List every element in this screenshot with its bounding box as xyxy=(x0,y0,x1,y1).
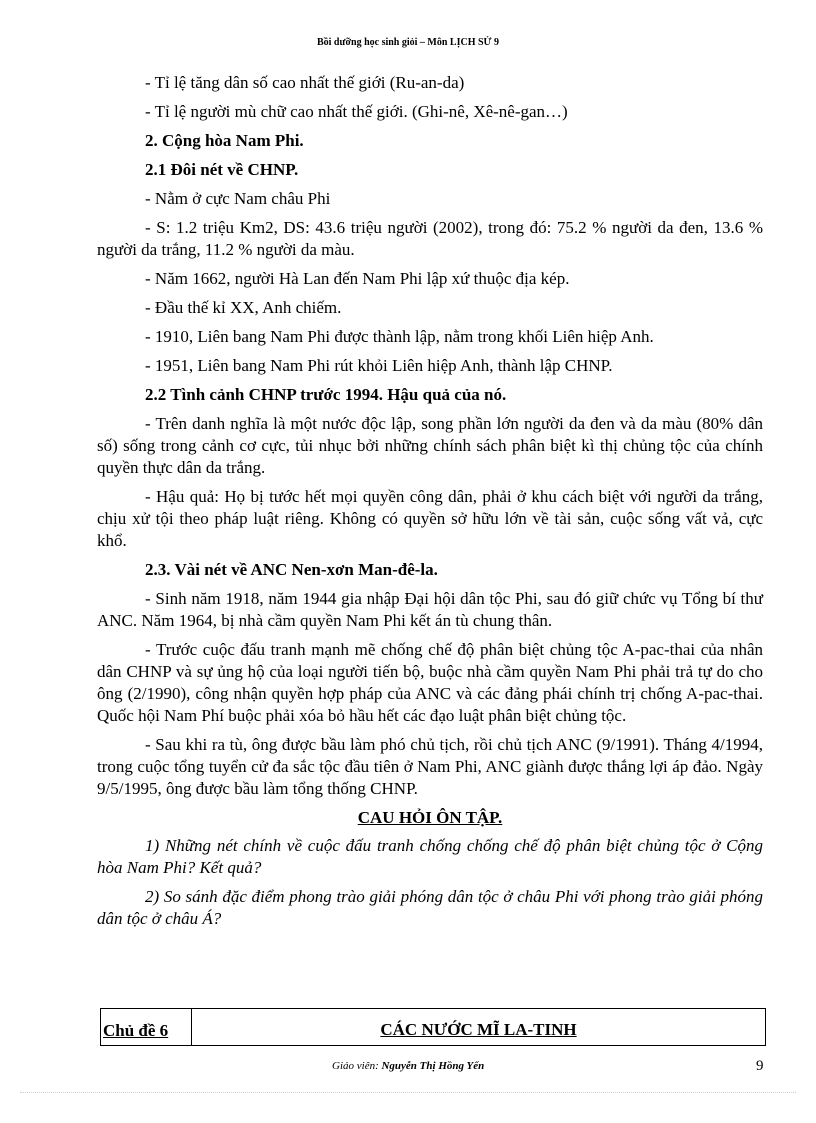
paragraph: - Tỉ lệ người mù chữ cao nhất thế giới. (Ghi-nê, Xê-nê-gan…) xyxy=(145,102,568,121)
subsection-heading: 2.2 Tình cảnh CHNP trước 1994. Hậu quả của nó. xyxy=(145,385,507,404)
subsection-heading: 2.3. Vài nét về ANC Nen-xơn Man-đê-la. xyxy=(145,560,438,579)
paragraph: - Hậu quả: Họ bị tước hết mọi quyền công dân, phải ở khu cách biệt với người da trắng, chịu xử tội theo pháp luật riêng. Không có quyền sở hữu lớn về tài sản, cuộc sống vất vả, cực khổ. xyxy=(97,487,763,550)
paragraph: - S: 1.2 triệu Km2, DS: 43.6 triệu người (2002), trong đó: 75.2 % người da đen, 13.6 % người da trắng, 11.2 % người da màu. xyxy=(97,218,763,259)
paragraph: - Trên danh nghĩa là một nước độc lập, song phần lớn người da đen và da màu (80% dân số) sống trong cảnh cơ cực, tủi nhục bởi những chính sách phân biệt kì thị chủng tộc của chính quyền thực dân da trắng. xyxy=(97,414,763,477)
review-question: 1) Những nét chính về cuộc đấu tranh chống chống chế độ phân biệt chủng tộc ở Cộng hòa Nam Phi? Kết quả? xyxy=(97,836,763,877)
paragraph: - Sinh năm 1918, năm 1944 gia nhập Đại hội dân tộc Phi, sau đó giữ chức vụ Tổng bí thư ANC. Năm 1964, bị nhà cầm quyền Nam Phi kết án tù chung thân. xyxy=(97,589,763,630)
review-question: 2) So sánh đặc điểm phong trào giải phóng dân tộc ở châu Phi với phong trào giải phóng dân tộc ở châu Á? xyxy=(97,887,763,928)
teacher-name: Nguyễn Thị Hồng Yến xyxy=(381,1060,485,1072)
paragraph: - 1951, Liên bang Nam Phi rút khỏi Liên hiệp Anh, thành lập CHNP. xyxy=(145,356,613,375)
section-heading: 2. Cộng hòa Nam Phi. xyxy=(145,131,304,150)
paragraph: - Nằm ở cực Nam châu Phi xyxy=(145,189,331,208)
review-title: CAU HỎI ÔN TẬP. xyxy=(357,808,503,827)
paragraph: - Đầu thế kỉ XX, Anh chiếm. xyxy=(145,298,342,317)
document-body xyxy=(97,72,763,937)
teacher-credit xyxy=(332,1060,484,1072)
paragraph: - Tỉ lệ tăng dân số cao nhất thế giới (Ru-an-da) xyxy=(145,73,465,92)
paragraph: - Năm 1662, người Hà Lan đến Nam Phi lập xứ thuộc địa kép. xyxy=(145,269,570,288)
teacher-label: Giáo viên: xyxy=(332,1060,379,1072)
subsection-heading: 2.1 Đôi nét về CHNP. xyxy=(145,160,299,179)
topic-title: CÁC NƯỚC MĨ LA-TINH xyxy=(380,1020,577,1039)
page-number: 9 xyxy=(756,1058,764,1074)
paragraph: - Sau khi ra tù, ông được bầu làm phó chủ tịch, rồi chủ tịch ANC (9/1991). Tháng 4/1994, trong cuộc tổng tuyển cử đa sắc tộc đầu tiên ở Nam Phi, ANC giành được thắng lợi áp đảo. Ngày 9/5/1995, ông được bầu làm tổng thống CHNP. xyxy=(97,735,763,798)
page-header: Bồi dưỡng học sinh giỏi – Môn LỊCH SỬ 9 xyxy=(316,37,500,48)
paragraph: - Trước cuộc đấu tranh mạnh mẽ chống chế độ phân biệt chủng tộc A-pac-thai của nhân dân CHNP và sự ủng hộ của loại người tiến bộ, buộc nhà cầm quyền Nam Phi phải trả tự do cho ông (2/1990), công nhận quyền hợp pháp của ANC và các đảng phái chính trị chống A-pac-thai. Quốc hội Nam Phí buộc phải xóa bỏ hầu hết các đạo luật phân biệt chủng tộc. xyxy=(97,640,763,725)
page-divider xyxy=(20,1092,796,1093)
topic-label: Chủ đề 6 xyxy=(101,1009,192,1045)
topic-box xyxy=(100,1008,766,1046)
paragraph: - 1910, Liên bang Nam Phi được thành lập, nằm trong khối Liên hiệp Anh. xyxy=(145,327,654,346)
